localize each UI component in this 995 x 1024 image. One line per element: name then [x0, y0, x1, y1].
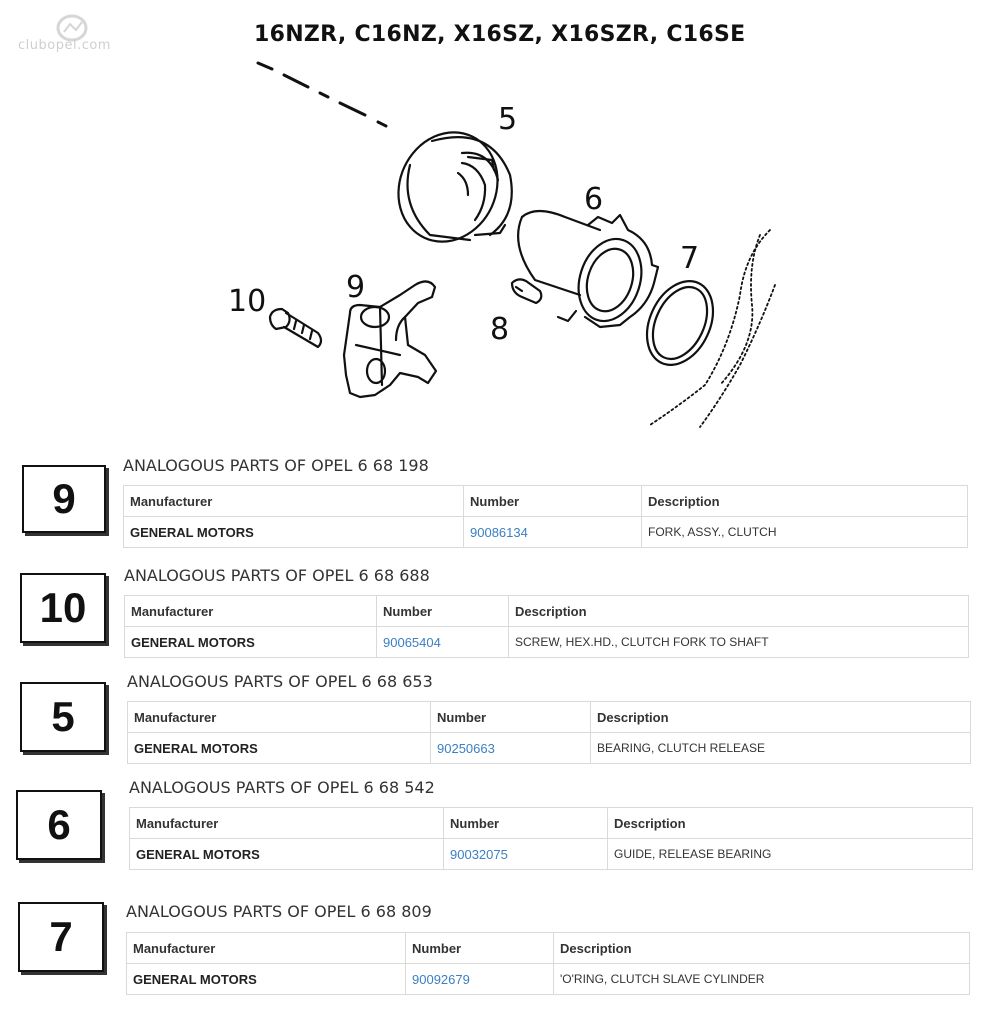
section-heading-7: ANALOGOUS PARTS OF OPEL 6 68 809 [126, 902, 432, 921]
table-row [130, 839, 973, 870]
description-cell: BEARING, CLUTCH RELEASE [591, 733, 971, 764]
exploded-parts-diagram [200, 55, 800, 435]
part-number-link[interactable]: 90032075 [444, 839, 608, 870]
column-header-number: Number [431, 702, 591, 733]
small-screw-part [512, 279, 541, 303]
table-row [125, 627, 969, 658]
description-cell: 'O'RING, CLUTCH SLAVE CYLINDER [554, 964, 970, 995]
part-number-link[interactable]: 90250663 [431, 733, 591, 764]
column-header-manufacturer: Manufacturer [124, 486, 464, 517]
release-bearing-part [381, 116, 515, 258]
section-heading-9: ANALOGOUS PARTS OF OPEL 6 68 198 [123, 456, 429, 475]
description-cell: GUIDE, RELEASE BEARING [608, 839, 973, 870]
part-number-link[interactable]: 90086134 [464, 517, 642, 548]
table-header-row [124, 486, 968, 517]
part-badge-7: 7 [18, 902, 104, 972]
column-header-description: Description [591, 702, 971, 733]
callout-8: 8 [490, 312, 510, 347]
parts-table-10 [124, 595, 969, 658]
o-ring-part [634, 270, 726, 375]
parts-table-9 [123, 485, 968, 548]
part-badge-5: 5 [20, 682, 106, 752]
section-heading-10: ANALOGOUS PARTS OF OPEL 6 68 688 [124, 566, 430, 585]
column-header-manufacturer: Manufacturer [127, 933, 406, 964]
part-number-link[interactable]: 90092679 [406, 964, 554, 995]
column-header-number: Number [464, 486, 642, 517]
table-header-row [125, 596, 969, 627]
axis-line [258, 63, 386, 126]
callout-6: 6 [584, 182, 604, 217]
table-header-row [130, 808, 973, 839]
section-heading-5: ANALOGOUS PARTS OF OPEL 6 68 653 [127, 672, 433, 691]
table-header-row [128, 702, 971, 733]
table-row [128, 733, 971, 764]
manufacturer-cell: GENERAL MOTORS [125, 627, 377, 658]
column-header-description: Description [554, 933, 970, 964]
part-badge-9: 9 [22, 465, 106, 533]
column-header-manufacturer: Manufacturer [128, 702, 431, 733]
table-row [127, 964, 970, 995]
manufacturer-cell: GENERAL MOTORS [124, 517, 464, 548]
callout-10: 10 [228, 284, 267, 319]
callout-5: 5 [498, 102, 518, 137]
manufacturer-cell: GENERAL MOTORS [130, 839, 444, 870]
hex-bolt-part [270, 309, 321, 347]
housing-outline [650, 230, 775, 427]
column-header-number: Number [406, 933, 554, 964]
table-row [124, 517, 968, 548]
callout-9: 9 [346, 270, 366, 305]
description-cell: SCREW, HEX.HD., CLUTCH FORK TO SHAFT [509, 627, 969, 658]
parts-table-7 [126, 932, 970, 995]
column-header-manufacturer: Manufacturer [125, 596, 377, 627]
parts-table-5 [127, 701, 971, 764]
column-header-description: Description [642, 486, 968, 517]
manufacturer-cell: GENERAL MOTORS [127, 964, 406, 995]
part-badge-6: 6 [16, 790, 102, 860]
table-header-row [127, 933, 970, 964]
column-header-number: Number [377, 596, 509, 627]
page-title: 16NZR, C16NZ, X16SZ, X16SZR, C16SE [254, 22, 746, 47]
manufacturer-cell: GENERAL MOTORS [128, 733, 431, 764]
column-header-manufacturer: Manufacturer [130, 808, 444, 839]
guide-sleeve-part [518, 211, 658, 329]
column-header-description: Description [608, 808, 973, 839]
logo-text: clubopel.com [18, 38, 111, 53]
part-badge-10: 10 [20, 573, 106, 643]
callout-7: 7 [680, 241, 700, 276]
column-header-number: Number [444, 808, 608, 839]
column-header-description: Description [509, 596, 969, 627]
section-heading-6: ANALOGOUS PARTS OF OPEL 6 68 542 [129, 778, 435, 797]
description-cell: FORK, ASSY., CLUTCH [642, 517, 968, 548]
part-number-link[interactable]: 90065404 [377, 627, 509, 658]
parts-table-6 [129, 807, 973, 870]
